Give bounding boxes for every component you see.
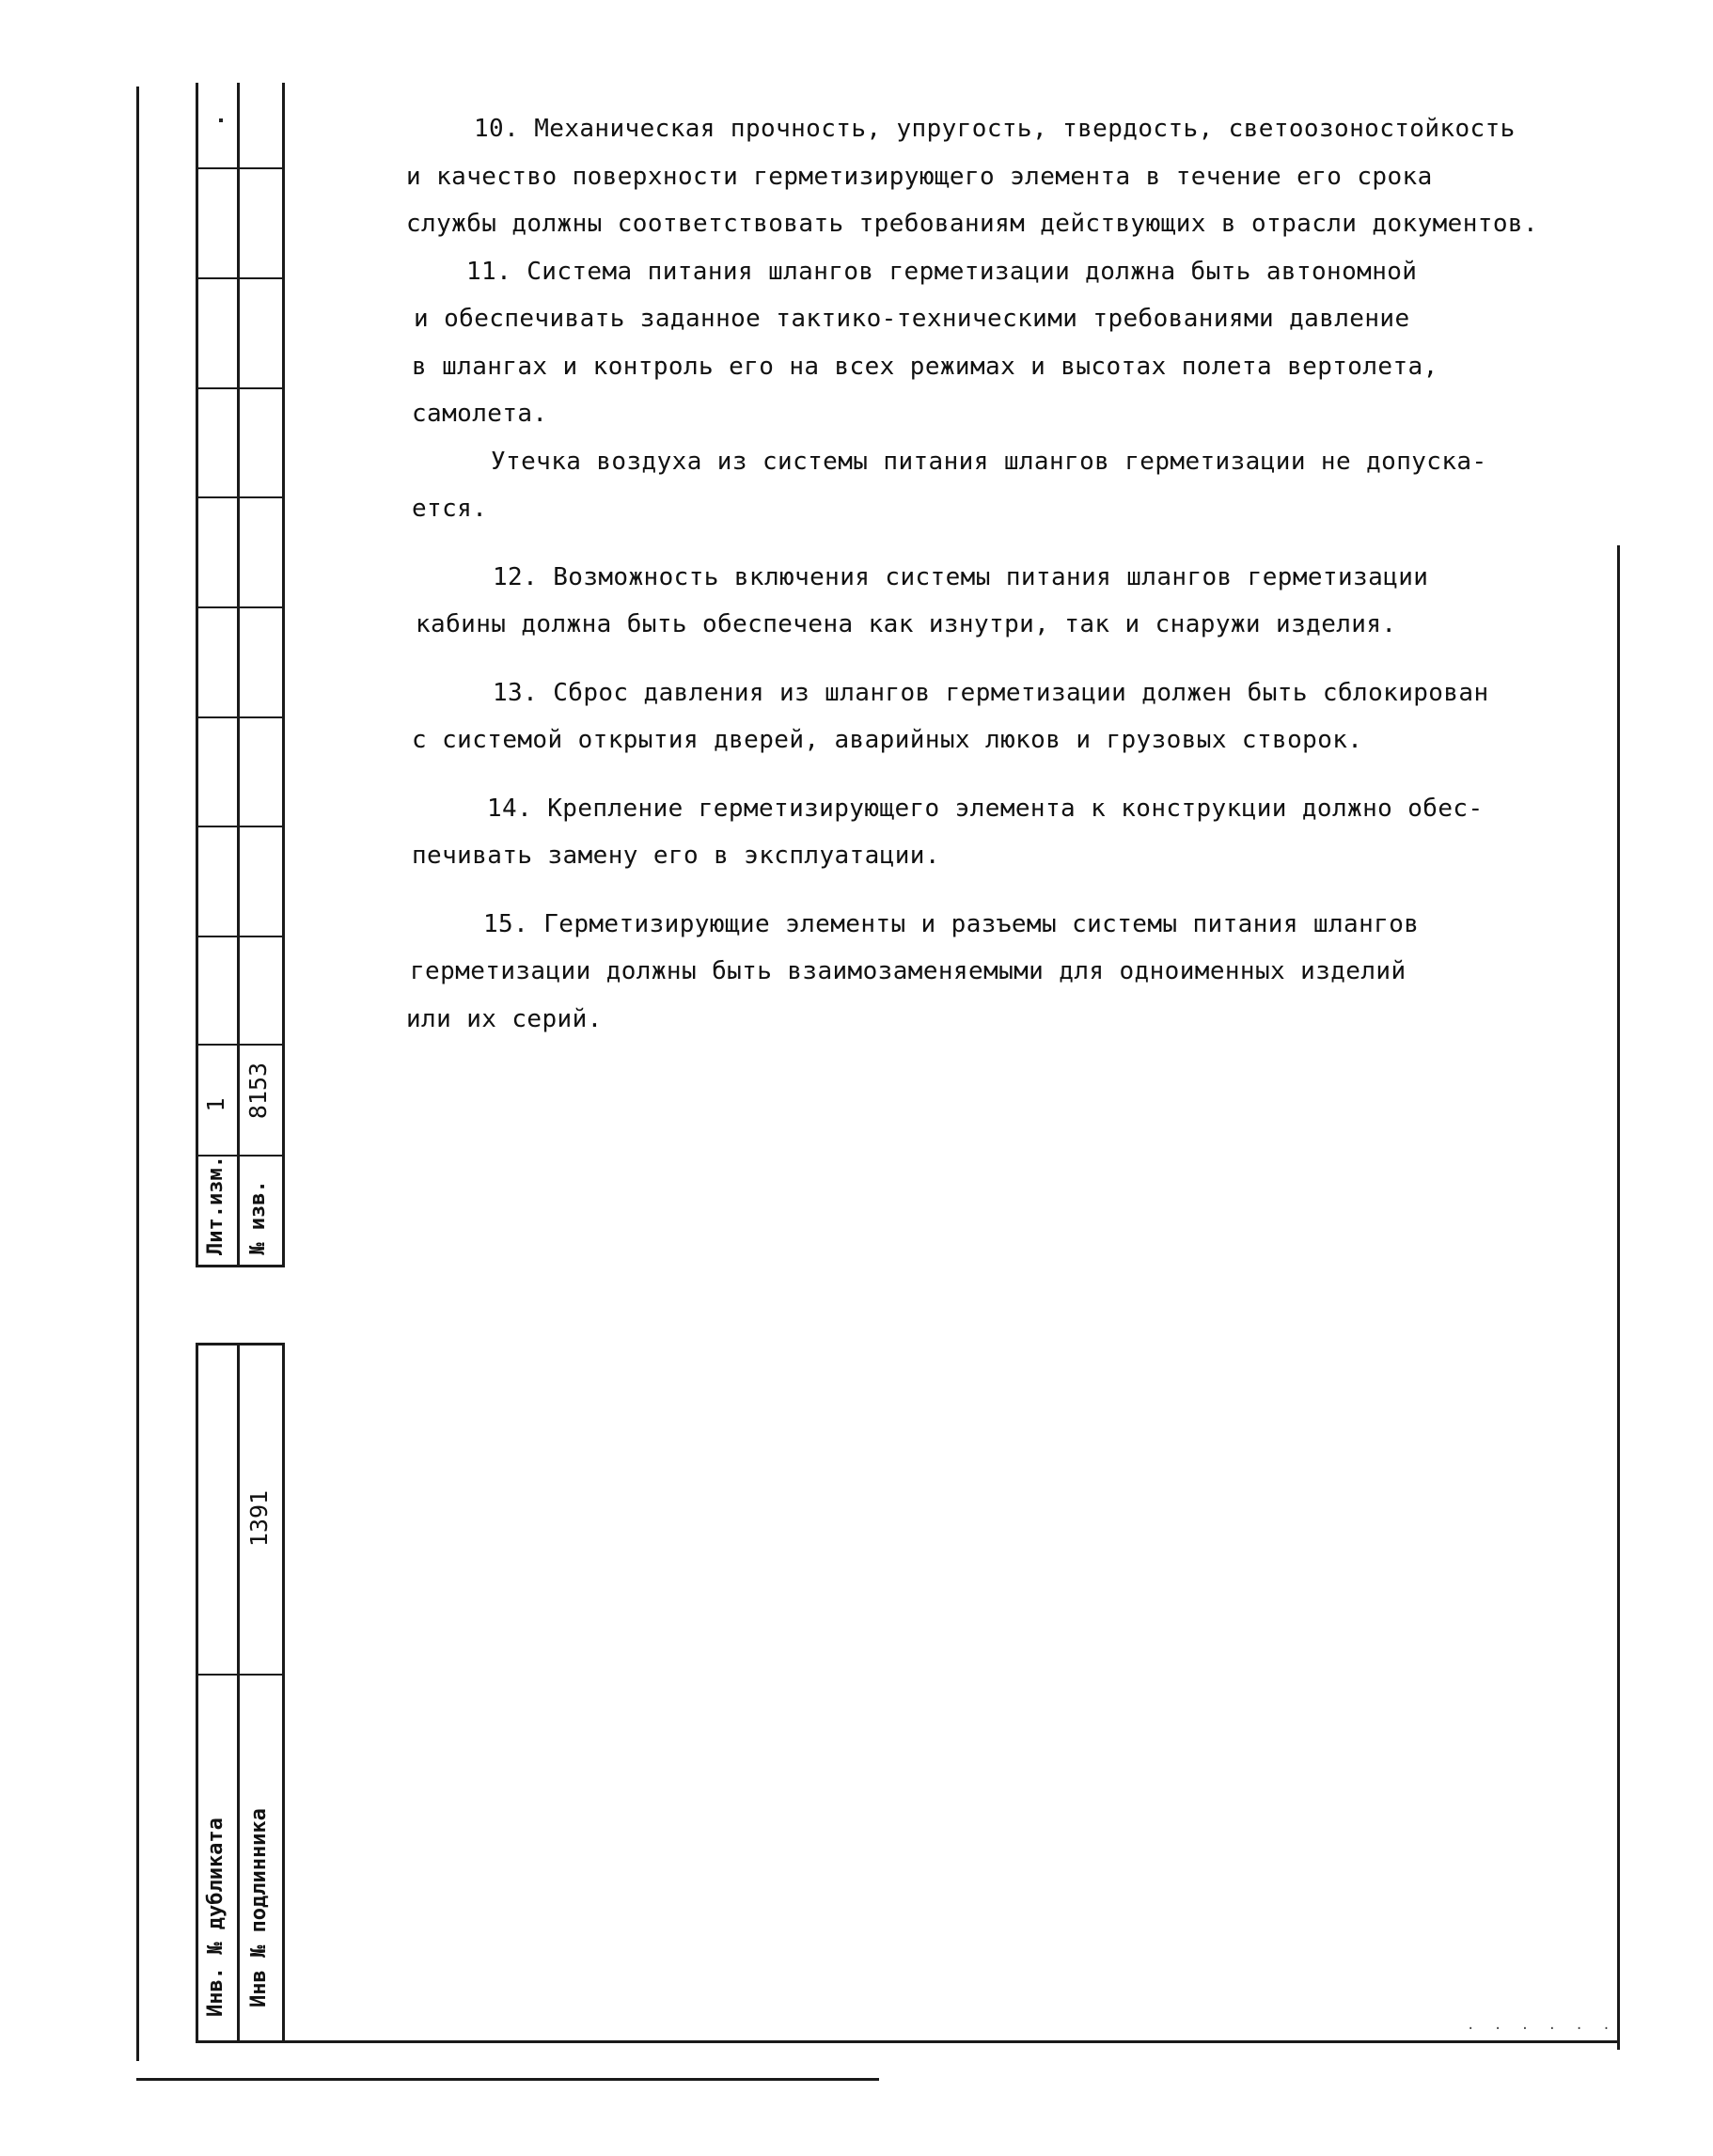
text-line: 11. Система питания шлангов герметизации должна быть автономной (466, 257, 1418, 286)
stamp-row-line (196, 167, 285, 169)
orig-inv-value: 1391 (245, 1489, 273, 1548)
stamp-row-line (196, 826, 285, 827)
stamp-row-line (196, 606, 285, 608)
text-line: 15. Герметизирующие элементы и разъемы системы питания шлангов (483, 909, 1420, 938)
text-line: ется. (412, 495, 488, 523)
lower-stamp-col-line-1 (196, 1343, 198, 2043)
paragraph-11-leak (406, 438, 1563, 533)
text-line: Утечка воздуха из системы питания шлангов герметизации не допуска- (491, 447, 1487, 476)
lower-stamp-col-line-3 (282, 1343, 285, 2043)
orig-inv-label: Инв № подлинника (247, 1808, 271, 2007)
text-line: 10. Механическая прочность, упругость, твердость, светоозоностойкость (474, 115, 1516, 143)
paragraph-14 (406, 785, 1563, 880)
lower-stamp-col-line-2 (237, 1343, 240, 2043)
text-line: в шлангах и контроль его на всех режимах и высотах полета вертолета, (412, 352, 1438, 381)
text-line: 12. Возможность включения системы питания шлангов герметизации (493, 562, 1429, 591)
lower-stamp-top-line (196, 1343, 285, 1346)
stamp-col-line-3 (282, 83, 285, 1267)
paragraph-12 (406, 554, 1563, 649)
lower-stamp-bottom-line (196, 2040, 285, 2043)
change-no-label: № изв. (246, 1180, 270, 1255)
text-line: кабины должна быть обеспечена как изнутри, так и снаружи изделия. (416, 610, 1397, 638)
text-line: герметизации должны быть взаимозаменяемыми для одноименных изделий (410, 957, 1407, 985)
stamp-row-line (196, 387, 285, 389)
text-line: печивать замену его в эксплуатации. (412, 842, 940, 870)
rev-letter-value: 1 (202, 1097, 229, 1112)
paragraph-13 (406, 669, 1563, 764)
paragraph-10 (406, 105, 1563, 248)
document-body (406, 105, 1563, 1043)
frame-bottom-left-line (136, 2078, 879, 2081)
stamp-row-line (196, 277, 285, 279)
frame-bottom-line (282, 2040, 1619, 2043)
text-line: самолета. (412, 400, 548, 428)
text-line: или их серий. (406, 1004, 603, 1033)
frame-right-line (1617, 545, 1620, 2050)
text-line: 13. Сброс давления из шлангов герметизации должен быть сблокирован (493, 678, 1489, 707)
paragraph-15 (406, 901, 1563, 1044)
lower-stamp-mid-line (196, 1674, 285, 1676)
text-line: и качество поверхности герметизирующего элемента в течение его срока (406, 162, 1433, 191)
change-no-value: 8153 (244, 1062, 272, 1120)
stamp-row-line (196, 716, 285, 718)
scan-specks: · · · · · · (1467, 2022, 1616, 2037)
paragraph-11 (406, 248, 1563, 438)
text-line: службы должны соответствовать требованиям действующих в отрасли документов. (406, 210, 1538, 238)
text-line: 14. Крепление герметизирующего элемента к конструкции должно обес- (487, 794, 1484, 823)
stamp-row-line (196, 1265, 285, 1267)
stamp-row-line (196, 936, 285, 937)
text-line: и обеспечивать заданное тактико-техническими требованиями давление (414, 305, 1410, 333)
stamp-col-line-2 (237, 83, 240, 1267)
stamp-col-line-1 (196, 83, 198, 1267)
stamp-dot (219, 118, 223, 122)
stamp-row-line (196, 496, 285, 498)
rev-letter-label: Лит.изм. (204, 1156, 228, 1255)
dup-inv-label: Инв. № дубликата (204, 1818, 228, 2017)
text-line: с системой открытия дверей, аварийных люков и грузовых створок. (412, 726, 1363, 754)
frame-left-outer-line (136, 87, 139, 2061)
